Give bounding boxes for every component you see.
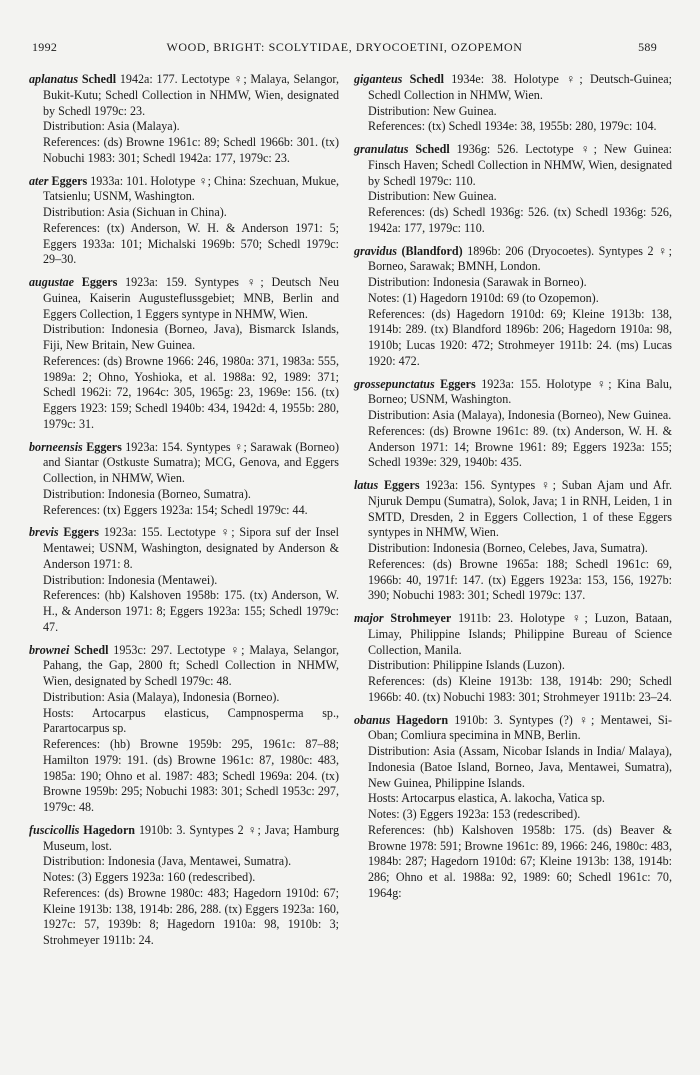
entry-first-line <box>354 72 672 104</box>
entry-first-line <box>354 478 672 541</box>
species-author: Schedl <box>74 642 109 657</box>
entry-detail-line: References: (ds) Browne 1980c: 483; Hagedorn 1910d: 67; Kleine 1913b: 138, 1914b: 286, 288. (tx) Eggers 1923a: 160, 1927c: 57, 1939b: 8; Hagedorn 1910a: 98, 1910b: 3; Strohmeyer 1911b: 24. <box>43 885 339 947</box>
entry-detail-line: References: (tx) Eggers 1923a: 154; Schedl 1979c: 44. <box>43 502 308 517</box>
species-author: Eggers <box>81 275 118 289</box>
entry-detail-line: Distribution: Asia (Malaya), Indonesia (Borneo). <box>43 689 280 704</box>
species-entry <box>29 525 339 635</box>
entry-detail-line: Distribution: Indonesia (Sarawak in Borneo). <box>368 275 587 289</box>
type-info: 1936g: 526. Lectotype ♀; New Guinea: Finsch Haven; Schedl Collection in NHMW, Wien, designated by Schedl 1979c: 110. <box>368 142 672 188</box>
type-info: 1953c: 297. Lectotype ♀; Malaya, Selangor, Pahang, the Gap, 2800 ft; Schedl Collection in NHMW, Wien, designated by Schedl 1979c: 48. <box>43 642 339 688</box>
entry-detail-line: Notes: (3) Eggers 1923a: 160 (redescribed). <box>43 870 256 884</box>
species-author: (Blandford) <box>401 243 463 258</box>
entry-first-line <box>354 243 672 276</box>
type-info: 1923a: 156. Syntypes ♀; Suban Ajam und Afr. Njuruk Dempu (Sumatra), Solok, Java; 1 in RNH, Leiden, 1 in SMTD, Dresden, 2 in Eggers Collection, 1 of these Eggers syntypes in NHMW, Wien. <box>368 478 672 540</box>
entry-detail-line: Distribution: Indonesia (Borneo, Sumatra). <box>43 486 251 501</box>
right-column <box>354 72 672 909</box>
species-author: Strohmeyer <box>390 611 452 625</box>
entry-detail-line: References: (ds) Browne 1961c: 89; Schedl 1966b: 301. (tx) Nobuchi 1983: 301; Schedl 1942a: 177, 1979c: 23. <box>43 135 339 165</box>
species-entry <box>29 174 339 269</box>
type-info: 1933a: 101. Holotype ♀; China: Szechuan, Mukue, Tatsienlu; USNM, Washington. <box>43 173 339 204</box>
entry-detail-line: Distribution: Asia (Malaya). <box>43 119 180 134</box>
entry-detail-line: References: (ds) Browne 1961c: 89. (tx) Anderson, W. H. & Anderson 1971: 14; Browne 1961: 89; Eggers 1923a: 155; Schedl 1939e: 329, 1940b: 435. <box>368 423 672 470</box>
species-author: Schedl <box>81 72 117 86</box>
species-entry <box>29 275 339 433</box>
species-entry <box>29 72 339 167</box>
entry-detail-line: References: (ds) Hagedorn 1910d: 69; Kleine 1913b: 138, 1914b: 289. (tx) Blandford 1896b: 206; Hagedorn 1910a: 98, 1910b; Lucas 1920: 472; Strohmeyer 1911b: 24. (ms) Lucas 1920: 472. <box>368 306 672 368</box>
species-author: Hagedorn <box>83 822 136 837</box>
species-entry <box>354 478 672 604</box>
entry-detail-line: Distribution: Indonesia (Java, Mentawei, Sumatra). <box>43 854 292 869</box>
type-info: 1934e: 38. Holotype ♀; Deutsch-Guinea; Schedl Collection in NHMW, Wien. <box>368 72 672 102</box>
entry-detail-line: Distribution: New Guinea. <box>368 103 497 118</box>
entry-detail-line: Distribution: Philippine Islands (Luzon). <box>368 658 565 673</box>
entry-detail-line: References: (ds) Kleine 1913b: 138, 1914b: 290; Schedl 1966b: 40. (tx) Nobuchi 1983: 301; Strohmeyer 1911b: 23–24. <box>368 674 672 704</box>
entry-first-line <box>29 525 340 572</box>
entry-detail-line: References: (ds) Schedl 1936g: 526. (tx) Schedl 1936g: 526, 1942a: 177, 1979c: 110. <box>368 205 672 235</box>
species-name: ater <box>29 173 49 188</box>
entry-first-line <box>354 376 672 409</box>
species-name: gravidus <box>354 243 398 258</box>
type-info: 1896b: 206 (Dryocoetes). Syntypes 2 ♀; Borneo, Sarawak; BMNH, London. <box>368 243 672 274</box>
entry-detail-line: Distribution: Asia (Assam, Nicobar Islands in India/ Malaya), Indonesia (Batoe Island, Borneo, Java, Mentawei, Sumatra), New Guinea, Philippine Islands. <box>368 744 672 790</box>
species-name: granulatus <box>354 142 409 156</box>
species-name: borneensis <box>29 439 83 454</box>
entry-first-line <box>29 275 339 322</box>
entry-detail-line: Distribution: Indonesia (Borneo, Java), Bismarck Islands, Fiji, New Britain, New Guinea. <box>43 322 339 352</box>
entry-detail-line: Notes: (1) Hagedorn 1910d: 69 (to Ozopemon). <box>368 290 599 305</box>
entry-detail-line: References: (tx) Schedl 1934e: 38, 1955b: 280, 1979c: 104. <box>368 119 657 134</box>
left-column <box>29 72 339 956</box>
species-author: Hagedorn <box>396 712 449 727</box>
entry-detail-line: Distribution: Indonesia (Mentawei). <box>43 572 218 587</box>
entry-first-line <box>354 712 672 745</box>
species-name: obanus <box>354 712 391 727</box>
entry-first-line <box>29 642 339 690</box>
species-name: latus <box>354 478 379 492</box>
left-page-number: 1992 <box>32 40 58 54</box>
entry-detail-line: Distribution: Asia (Malaya), Indonesia (Borneo), New Guinea. <box>368 408 672 422</box>
entry-detail-line: References: (hb) Browne 1959b: 295, 1961c: 87–88; Hamilton 1979: 191. (ds) Browne 1961c: 87, 1980c: 483, 1985a: 190; Ohno et al. 1987: 483; Schedl 1969a: 204. (tx) Browne 1959b: 295; Nobuchi 1983: 301; Schedl 1953c: 297, 1979c: 48. <box>43 737 339 814</box>
running-title: WOOD, BRIGHT: SCOLYTIDAE, DRYOCOETINI, OZOPEMON <box>166 40 523 54</box>
entry-first-line <box>29 72 339 119</box>
species-entry <box>29 643 339 816</box>
species-name: augustae <box>29 275 75 289</box>
entry-first-line <box>354 611 672 658</box>
entry-detail-line: References: (ds) Browne 1965a: 188; Schedl 1961c: 69, 1966b: 40, 1971f: 147. (tx) Eggers 1923a: 153, 156, 1927b: 390; Nobuchi 1983: 301; Schedl 1979c: 137. <box>368 556 672 603</box>
entry-first-line <box>29 173 339 206</box>
entry-detail-line: References: (hb) Kalshoven 1958b: 175. (tx) Anderson, W. H., & Anderson 1971: 8; Eggers 1923a: 155; Schedl 1979c: 47. <box>43 588 339 634</box>
species-author: Eggers <box>383 478 420 492</box>
entry-detail-line: Distribution: New Guinea. <box>368 189 497 204</box>
type-info: 1923a: 155. Lectotype ♀; Sipora suf der Insel Mentawei; USNM, Washington, designated by Anderson & Anderson 1971: 8. <box>43 525 340 571</box>
species-name: fuscicollis <box>29 822 80 837</box>
species-name: brownei <box>29 642 70 657</box>
entry-detail-line: Distribution: Indonesia (Borneo, Celebes, Java, Sumatra). <box>368 541 648 555</box>
type-info: 1923a: 159. Syntypes ♀; Deutsch Neu Guinea, Kaiserin Augusteflussgebiet; MNB, Berlin and Eggers Collection, 1 Eggers syntype in NHMW, Wien. <box>43 275 339 321</box>
entry-first-line <box>354 142 672 189</box>
species-name: giganteus <box>354 72 403 86</box>
species-entry <box>354 244 672 370</box>
right-page-number: 589 <box>638 40 657 54</box>
species-entry <box>354 713 672 902</box>
species-entry <box>29 823 339 949</box>
species-entry <box>354 611 672 706</box>
species-name: brevis <box>29 525 59 540</box>
species-name: major <box>354 611 384 625</box>
type-info: 1911b: 23. Holotype ♀; Luzon, Bataan, Limay, Philippine Islands; Philippine Bureau of Science Collection, Manila. <box>368 611 672 657</box>
species-author: Schedl <box>409 72 444 86</box>
species-author: Eggers <box>63 525 99 540</box>
species-author: Eggers <box>51 173 88 188</box>
entry-detail-line: Hosts: Artocarpus elastica, A. lakocha, Vatica sp. <box>368 791 605 806</box>
type-info: 1923a: 154. Syntypes ♀; Sarawak (Borneo) and Siantar (Ostkuste Sumatra); MCG, Genova, and Eggers Collection, in NHMW, Wien. <box>43 439 339 485</box>
running-head <box>32 40 657 58</box>
entry-detail-line: Notes: (3) Eggers 1923a: 153 (redescribed). <box>368 807 581 821</box>
type-info: 1910b: 3. Syntypes (?) ♀; Mentawei, Si-Oban; Comliura specimina in MNB, Berlin. <box>368 712 672 743</box>
type-info: 1923a: 155. Holotype ♀; Kina Balu, Borneo; USNM, Washington. <box>368 376 672 407</box>
entry-first-line <box>29 822 339 855</box>
species-name: grossepunctatus <box>354 376 435 391</box>
species-entry <box>29 440 339 519</box>
species-entry <box>354 142 672 237</box>
entry-detail-line: References: (hb) Kalshoven 1958b: 175. (ds) Beaver & Browne 1978: 591; Browne 1961c: 89, 1966: 246, 1980c: 483, 1984b: 287; Hagedorn 1910d: 67; Kleine 1913b: 138, 1914b: 286; Ohno et al. 1988a: 92, 1989: 60; Schedl 1961c: 70, 1964g: <box>368 822 672 900</box>
entry-detail-line: References: (tx) Anderson, W. H. & Anderson 1971: 5; Eggers 1933a: 101; Michalski 1969b: 570; Schedl 1979c: 29–30. <box>43 220 339 267</box>
entry-first-line <box>29 439 339 487</box>
species-entry <box>354 72 672 135</box>
type-info: 1942a: 177. Lectotype ♀; Malaya, Selangor, Bukit-Kutu; Schedl Collection in NHMW, Wien, designated by Schedl 1979c: 23. <box>43 72 339 118</box>
type-info: 1910b: 3. Syntypes 2 ♀; Java; Hamburg Museum, lost. <box>43 822 339 853</box>
species-name: aplanatus <box>29 72 79 86</box>
species-entry <box>354 377 672 472</box>
species-author: Eggers <box>86 439 122 454</box>
entry-detail-line: References: (ds) Browne 1966: 246, 1980a: 371, 1983a: 555, 1989a: 2; Ohno, Yoshioka, et al. 1988a: 92, 1989: 371; Schedl 1962i: 72, 1964c: 305, 1965g: 23, 1969e: 156. (tx) Eggers 1923: 159; Schedl 1940b: 434, 1942d: 4, 1955b: 280, 1979c: 31. <box>43 353 339 431</box>
species-author: Schedl <box>415 142 450 156</box>
entry-detail-line: Distribution: Asia (Sichuan in China). <box>43 205 227 219</box>
entry-detail-line: Hosts: Artocarpus elasticus, Campnosperma sp., Parartocarpus sp. <box>43 705 339 736</box>
species-author: Eggers <box>440 376 476 391</box>
